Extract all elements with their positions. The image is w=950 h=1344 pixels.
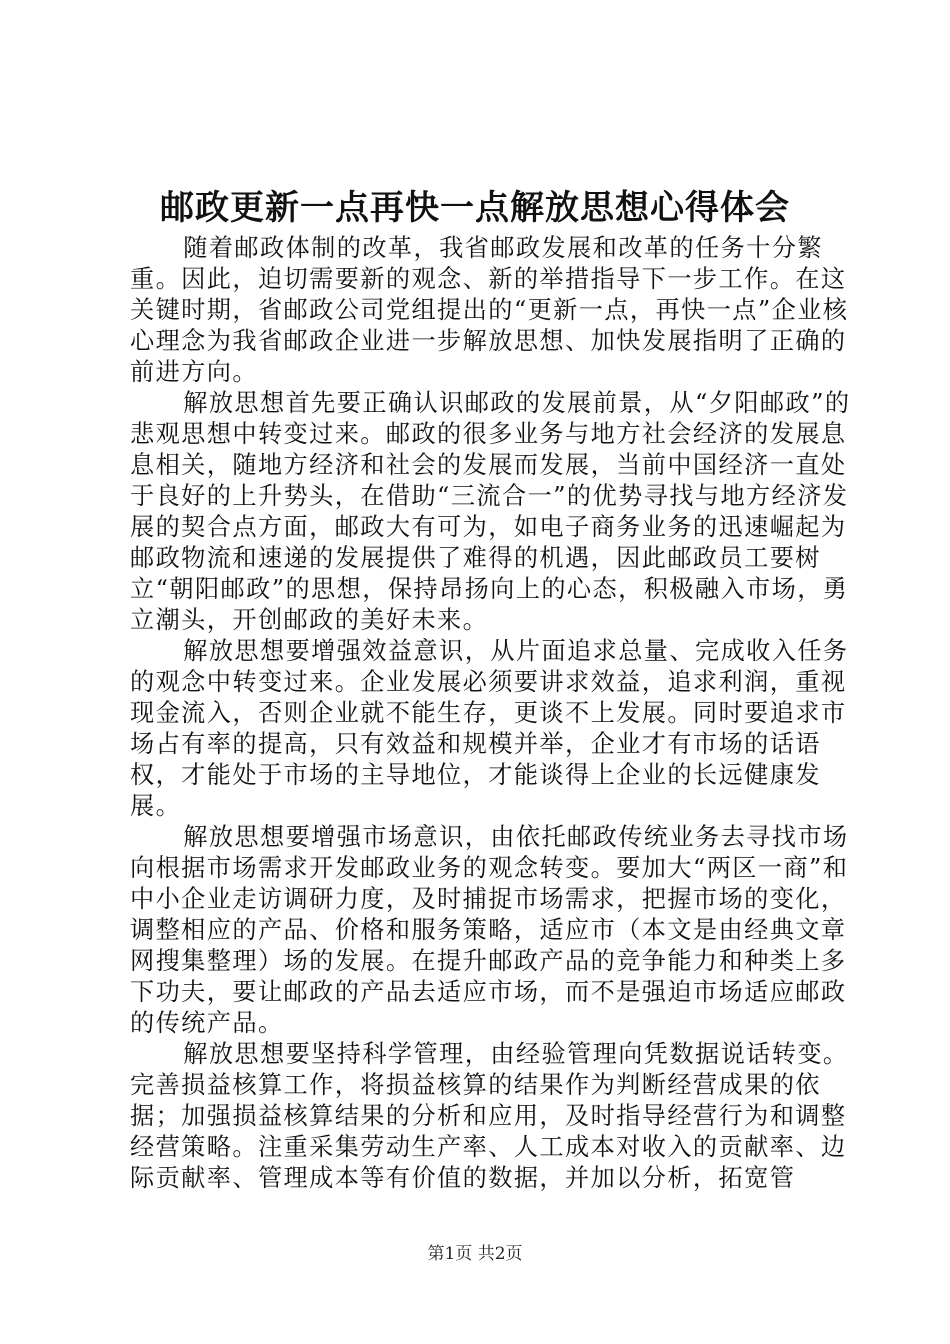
paragraph: 解放思想要坚持科学管理，由经验管理向凭数据说话转变。完善损益核算工作，将损益核算的结果作为判断经营成果的依据；加强损益核算结果的分析和应用，及时指导经营行为和调整经营策略。注重采集劳动生产率、人工成本对收入的贡献率、边际贡献率、管理成本等有价值的数据，并加以分析，拓宽管 [130,1040,849,1192]
paragraph: 解放思想要增强效益意识，从片面追求总量、完成收入任务的观念中转变过来。企业发展必须要讲求效益，追求利润，重视现金流入，否则企业就不能生存，更谈不上发展。同时要追求市场占有率的提高，只有效益和规模并举，企业才有市场的话语权，才能处于市场的主导地位，才能谈得上企业的长远健康发展。 [130,637,849,820]
document-title: 邮政更新一点再快一点解放思想心得体会 [160,188,790,228]
document-body [130,233,858,1194]
paragraph: 随着邮政体制的改革，我省邮政发展和改革的任务十分繁重。因此，迫切需要新的观念、新的举措指导下一步工作。在这关键时期，省邮政公司党组提出的“更新一点，再快一点”企业核心理念为我省邮政企业进一步解放思想、加快发展指明了正确的前进方向。 [130,234,849,386]
page-number-footer: 第1页 共2页 [427,1244,523,1264]
paragraph: 解放思想首先要正确认识邮政的发展前景，从“夕阳邮政”的悲观思想中转变过来。邮政的很多业务与地方社会经济的发展息息相关，随地方经济和社会的发展而发展，当前中国经济一直处于良好的上升势头，在借助“三流合一”的优势寻找与地方经济发展的契合点方面，邮政大有可为，如电子商务业务的迅速崛起为邮政物流和速递的发展提供了难得的机遇，因此邮政员工要树立“朝阳邮政”的思想，保持昂扬向上的心态，积极融入市场，勇立潮头，开创邮政的美好未来。 [130,389,851,634]
paragraph: 解放思想要增强市场意识，由依托邮政传统业务去寻找市场向根据市场需求开发邮政业务的观念转变。要加大“两区一商”和中小企业走访调研力度，及时捕捉市场需求，把握市场的变化，调整相应的产品、价格和服务策略，适应市（本文是由经典文章网搜集整理）场的发展。在提升邮政产品的竞争能力和种类上多下功夫，要让邮政的产品去适应市场，而不是强迫市场适应邮政的传统产品。 [130,823,849,1037]
